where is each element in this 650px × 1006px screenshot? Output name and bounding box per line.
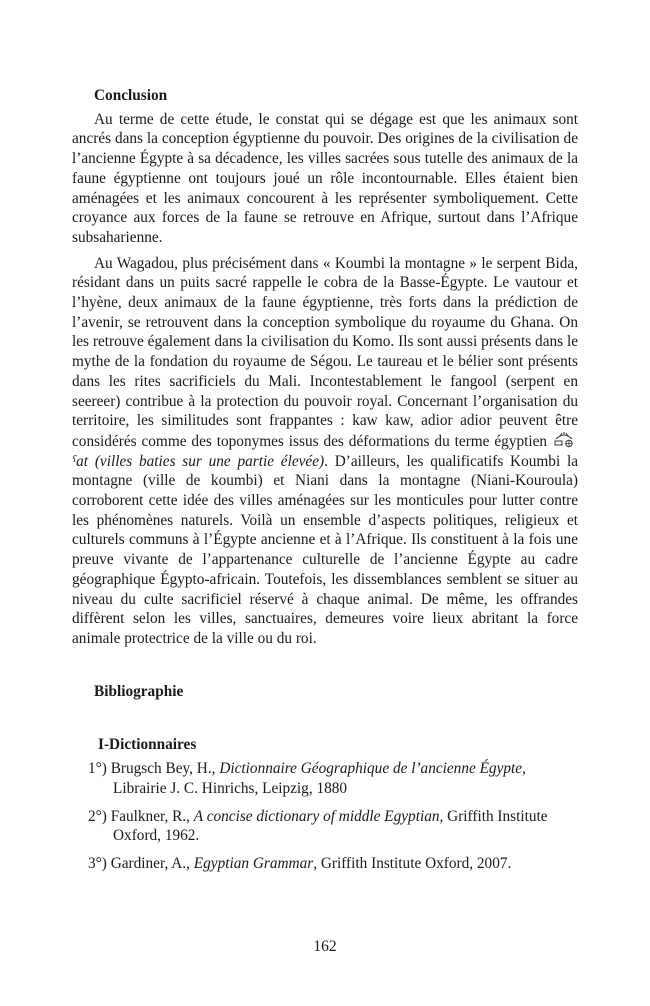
entry-number: 2°) — [88, 807, 107, 825]
paragraph-2-text-start: Au Wagadou, plus précisément dans « Koumbi la montagne » le serpent Bida, résidant dans un puits sacré rappelle le cobra de la Basse-Égypte. Le vautour et l’hyène, deux animaux de la faune égyptienne, très forts dans la prédiction de l’avenir, se retrouvent dans la conception symbolique du royaume du Ghana. On les retrouve également dans la civilisation du Komo. Ils sont aussi présents dans le mythe de la fondation du royaume de Ségou. Le taureau et le bélier sont présents dans les rites sacrificiels du Mali. Incontestablement le fangool (serpent en seereer) contribue à la protection du pouvoir royal. Concernant l’organisation du territoire, les similitudes sont frappantes : kaw kaw, adior adior peuvent être considérés comme des toponymes issus des déformations du terme égyptien — [72, 254, 578, 450]
bibliography-entry — [72, 854, 578, 874]
hieroglyph-aat-icon — [553, 431, 575, 449]
dictionaries-subheading: I-Dictionnaires — [98, 736, 197, 754]
entry-number: 1°) — [88, 760, 107, 778]
conclusion-paragraph-1: Au terme de cette étude, le constat qui se dégage est que les animaux sont ancrés dans la conception égyptienne du pouvoir. Des origines de la civilisation de l’ancienne Égypte à sa décadence, les villes sacrées sous tutelle des animaux de la faune égyptienne ont toujours joué un rôle incontournable. Elles étaient bien aménagées et les animaux concourent à les représenter symboliquement. Cette croyance aux forces de la faune se retrouve en Afrique, surtout dans l’Afrique subsaharienne. — [72, 110, 578, 246]
entry-publisher: , Librairie J. C. Hinrichs, Leipzig, 1880 — [113, 760, 526, 797]
paragraph-2-text-end: . D’ailleurs, les qualificatifs Koumbi la montagne (ville de koumbi) et Niani dans la montagne (Niani-Kouroula) corroborent cette idée des villes aménagées sur les monticules pour lutter contre les phénomènes naturels. Voilà un ensemble d’aspects politiques, religieux et culturels communs à l’Égypte ancienne et à l’Afrique. Ils constituent à la fois une preuve vivante de l’appartenance culturelle de l’ancienne Égypte au cadre géographique Égypto-africain. Toutefois, les dissemblances semblent se situer au niveau du culte sacrificiel réservé à chaque animal. De même, les offrandes diffèrent selon les villes, sanctuaires, demeures voire lieux abritant la force animale protectrice de la ville ou du roi. — [72, 452, 579, 647]
bibliography-entry — [72, 807, 578, 846]
page-content — [72, 86, 578, 882]
entry-author: Brugsch Bey, H., — [110, 760, 220, 778]
bibliography-heading: Bibliographie — [94, 682, 184, 700]
page-number: 162 — [313, 938, 337, 955]
entry-publisher: , Griffith Institute Oxford, 1962. — [113, 807, 548, 845]
entry-number: 3°) — [88, 854, 107, 872]
entry-title: Dictionnaire Géographique de l’ancienne Égypte — [219, 760, 523, 778]
entry-title: Egyptian Grammar — [193, 854, 314, 872]
conclusion-heading: Conclusion — [94, 87, 168, 104]
entry-author: Faulkner, R., — [110, 807, 194, 825]
paragraph-2-italic-term: ˁat (villes baties sur une partie élevée) — [72, 452, 325, 470]
conclusion-paragraph-2 — [72, 254, 578, 649]
entry-publisher: , Griffith Institute Oxford, 2007. — [313, 854, 512, 872]
bibliography-entry — [72, 759, 578, 798]
entry-author: Gardiner, A., — [110, 854, 194, 872]
entry-title: A concise dictionary of middle Egyptian — [193, 807, 440, 825]
